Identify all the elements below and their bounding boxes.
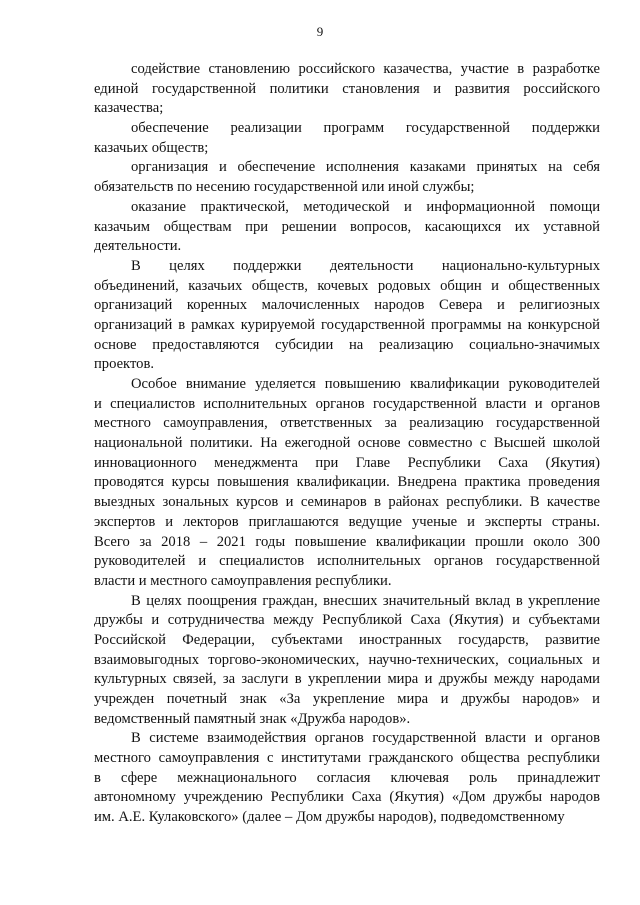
text-line: проектов.: [94, 356, 154, 373]
text-line: выездных зональных курсов и семинаров в районах республики. В качестве: [94, 494, 600, 511]
text-line: организаций в рамках курируемой государственной программы на конкурсной: [94, 316, 600, 333]
text-line: В системе взаимодействия органов государственной власти и органов: [131, 730, 600, 747]
text-line: местного самоуправления с институтами гражданского общества республики: [94, 750, 600, 767]
text-line: Всего за 2018 – 2021 годы повышение квалификации прошли около 300: [94, 533, 600, 550]
text-line: дружбы и сотрудничества между Республикой Саха (Якутия) и субъектами: [94, 612, 600, 629]
text-line: взаимовыгодных торгово-экономических, научно-технических, социальных и: [94, 651, 600, 668]
paragraph: [94, 257, 600, 375]
document-body: [94, 60, 600, 828]
text-line: оказание практической, методической и информационной помощи: [131, 198, 600, 215]
text-line: Особое внимание уделяется повышению квалификации руководителей: [131, 376, 600, 392]
paragraph: [94, 592, 600, 730]
text-line: руководителей и специалистов исполнительных органов государственной: [94, 553, 600, 570]
paragraph: [94, 158, 600, 197]
text-line: местного самоуправления, ответственных за реализацию государственной: [94, 415, 600, 432]
text-line: Российской Федерации, субъектами иностранных государств, развитие: [94, 631, 600, 648]
text-line: содействие становлению российского казачества, участие в разработке: [131, 61, 600, 77]
text-line: организаций коренных малочисленных народов Севера и религиозных: [94, 297, 600, 314]
text-line: учрежден почетный знак «За укрепление мира и дружбы народов» и: [94, 691, 600, 707]
paragraph: [94, 198, 600, 257]
text-line: ведомственный памятный знак «Дружба народов».: [94, 710, 411, 727]
text-line: инновационного менеджмента при Главе Республики Саха (Якутия): [94, 454, 600, 471]
page-number: 9: [316, 24, 324, 39]
text-line: основе предоставляются субсидии на реализацию социально-значимых: [94, 336, 600, 353]
text-line: власти и местного самоуправления республики.: [94, 572, 392, 589]
text-line: автономному учреждению Республики Саха (Якутия) «Дом дружбы народов: [94, 789, 600, 806]
paragraph: [94, 60, 600, 119]
text-line: казачьим обществам при решении вопросов, касающихся их уставной: [94, 218, 600, 235]
text-line: казачьих обществ;: [94, 139, 209, 156]
text-line: проводятся курсы повышения квалификации. Внедрена практика проведения: [94, 474, 600, 491]
text-line: казачества;: [94, 100, 164, 117]
text-line: В целях поощрения граждан, внесших значительный вклад в укрепление: [131, 592, 600, 609]
paragraph: [94, 375, 600, 592]
text-line: организация и обеспечение исполнения казаками принятых на себя: [131, 159, 600, 176]
text-line: единой государственной политики становления и развития российского: [94, 80, 600, 97]
paragraph: [94, 119, 600, 158]
text-line: деятельности.: [94, 238, 182, 255]
paragraph: [94, 729, 600, 827]
text-line: В целях поддержки деятельности национально-культурных: [131, 257, 600, 274]
text-line: им. А.Е. Кулаковского» (далее – Дом дружбы народов), подведомственному: [94, 809, 565, 826]
text-line: обеспечение реализации программ государственной поддержки: [131, 120, 600, 137]
text-line: культурных связей, за заслуги в укреплении мира и дружбы между народами: [94, 671, 600, 688]
text-line: и специалистов исполнительных органов государственной власти и органов: [94, 395, 600, 412]
text-line: экспертов и лекторов приглашаются ведущие ученые и эксперты страны.: [94, 513, 600, 530]
text-line: объединений, казачьих обществ, кочевых родовых общин и общественных: [94, 277, 600, 294]
text-line: национальной политики. На ежегодной основе совместно с Высшей школой: [94, 435, 600, 452]
text-line: в сфере межнационального согласия ключевая роль принадлежит: [94, 769, 600, 786]
text-line: обязательств по несению государственной или иной службы;: [94, 179, 475, 196]
